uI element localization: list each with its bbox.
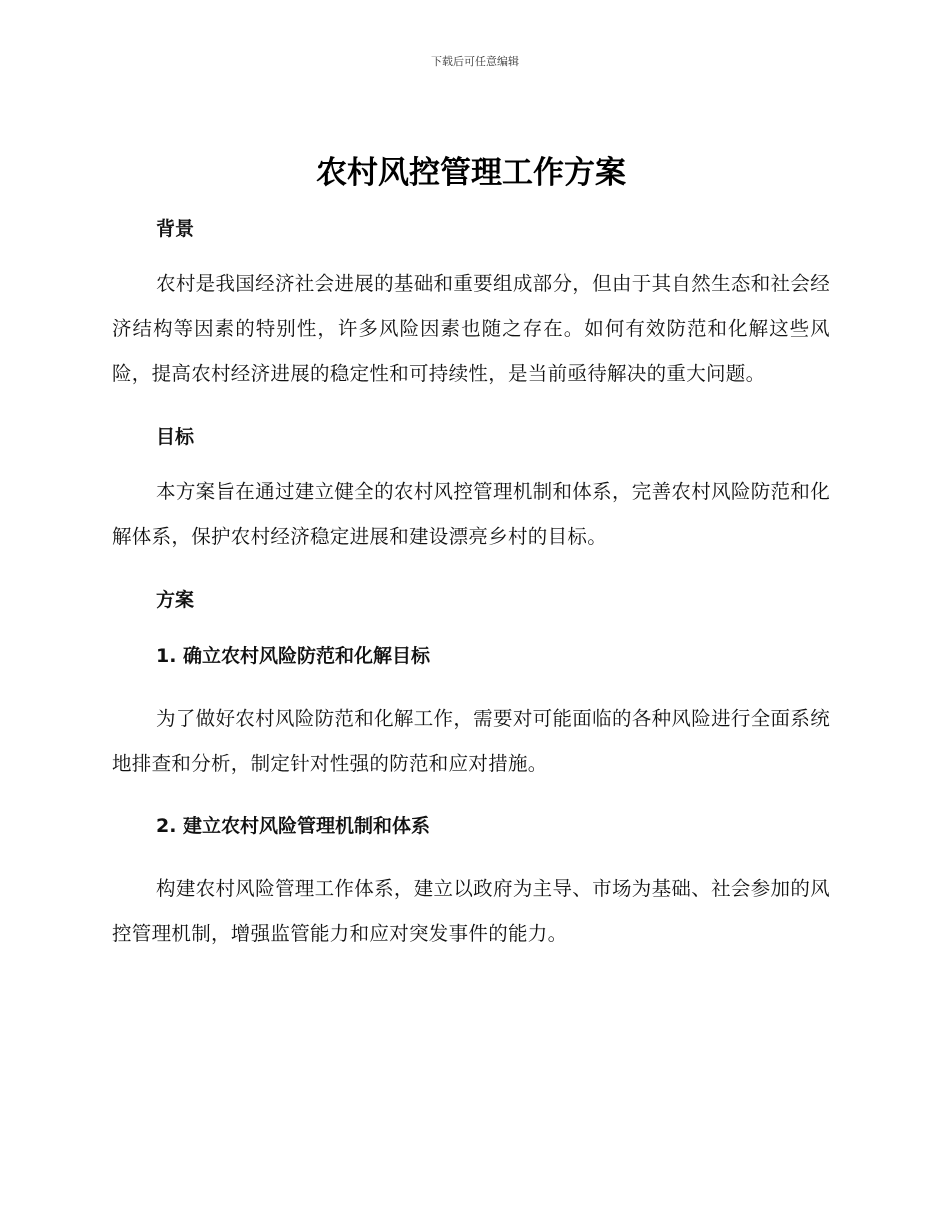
paragraph-background: 农村是我国经济社会进展的基础和重要组成部分，但由于其自然生态和社会经济结构等因素的特别性，许多风险因素也随之存在。如何有效防范和化解这些风险，提高农村经济进展的稳定性和可持续性，是当前亟待解决的重大问题。: [112, 272, 830, 385]
subheading-plan-item-1: 1. 确立农村风险防范和化解目标: [156, 645, 431, 667]
document-title: 农村风控管理工作方案: [316, 155, 626, 191]
paragraph-plan-item-2: 构建农村风险管理工作体系，建立以政府为主导、市场为基础、社会参加的风控管理机制，增强监管能力和应对突发事件的能力。: [112, 877, 830, 945]
document-body: [112, 150, 830, 956]
section-heading-plan: 方案: [156, 589, 195, 611]
paragraph-plan-item-1: 为了做好农村风险防范和化解工作，需要对可能面临的各种风险进行全面系统地排查和分析，制定针对性强的防范和应对措施。: [112, 707, 830, 775]
page-header-note: 下载后可任意编辑: [431, 55, 519, 68]
subheading-plan-item-2: 2. 建立农村风险管理机制和体系: [156, 815, 431, 837]
paragraph-goal: 本方案旨在通过建立健全的农村风控管理机制和体系，完善农村风险防范和化解体系，保护农村经济稳定进展和建设漂亮乡村的目标。: [112, 480, 830, 548]
section-heading-background: 背景: [156, 218, 195, 240]
section-heading-goal: 目标: [156, 426, 195, 448]
